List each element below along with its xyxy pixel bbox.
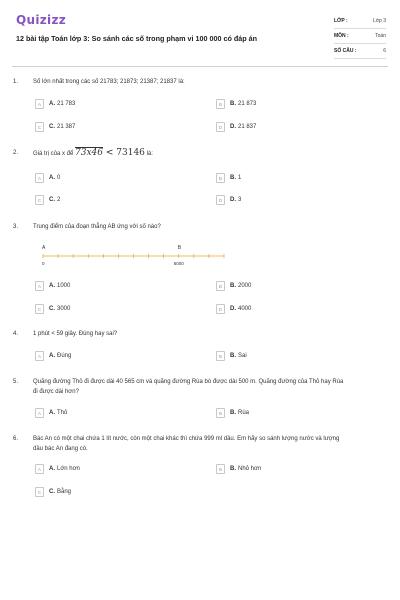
option-b[interactable]: [216, 350, 247, 362]
option-box: A: [35, 281, 44, 291]
number-line-value-a: 0: [42, 261, 45, 266]
option-letter: A.: [49, 353, 55, 359]
question-text: Trung điểm của đoạn thẳng AB ứng với số nào?: [33, 224, 161, 230]
option-letter: B.: [230, 101, 236, 107]
option-b[interactable]: [216, 463, 261, 475]
option-box: C: [35, 487, 44, 497]
option-box: D: [216, 195, 225, 205]
option-letter: C.: [49, 124, 55, 130]
option-letter: B.: [230, 466, 236, 472]
quizizz-logo: Quizizz: [16, 13, 67, 27]
option-b[interactable]: [216, 98, 256, 110]
option-text: 2000: [238, 283, 252, 289]
option-text: Rùa: [238, 410, 250, 416]
option-letter: D.: [230, 124, 236, 130]
option-d[interactable]: [216, 303, 251, 315]
question-number: 4.: [13, 331, 19, 337]
option-letter: B.: [230, 283, 236, 289]
option-letter: B.: [230, 353, 236, 359]
option-letter: C.: [49, 489, 55, 495]
option-text: 1000: [57, 283, 71, 289]
question-text-line: đi được dài hơn?: [33, 389, 79, 395]
math-overlined-number: 73x46: [75, 148, 104, 158]
option-text: 21 387: [57, 124, 76, 130]
question-text: [33, 434, 383, 454]
question-text-after: là:: [144, 151, 153, 157]
option-a[interactable]: [35, 98, 75, 110]
option-text: 21 837: [238, 124, 257, 130]
number-line-label-a: A: [42, 245, 46, 251]
option-text: 21 873: [238, 101, 257, 107]
question-number: 1.: [13, 79, 19, 85]
option-box: D: [216, 304, 225, 314]
option-box: A: [35, 408, 44, 418]
option-a[interactable]: [35, 172, 60, 184]
meta-label: MÔN :: [334, 33, 349, 39]
math-comparison: < 73146: [103, 148, 145, 158]
option-letter: A.: [49, 410, 55, 416]
number-line-figure: [40, 243, 226, 273]
option-a[interactable]: [35, 280, 70, 292]
option-letter: B.: [230, 410, 236, 416]
question-text: [33, 148, 383, 159]
option-d[interactable]: [216, 194, 241, 206]
meta-value: Toán: [375, 33, 386, 39]
option-box: D: [216, 122, 225, 132]
question-text-before: Giá trị của x để: [33, 151, 76, 157]
question-number: 6.: [13, 436, 19, 442]
option-a[interactable]: [35, 350, 71, 362]
question-number: 3.: [13, 224, 19, 230]
option-a[interactable]: [35, 407, 67, 419]
option-box: B: [216, 351, 225, 361]
page-title: 12 bài tập Toán lớp 3: So sánh các số trong phạm vi 100 000 có đáp án: [16, 34, 258, 43]
option-d[interactable]: [216, 121, 256, 133]
option-text: 21 783: [57, 101, 76, 107]
option-box: C: [35, 122, 44, 132]
option-text: 2: [57, 197, 61, 203]
question-text: [33, 377, 383, 397]
option-text: 0: [57, 175, 61, 181]
meta-row-class: [334, 14, 386, 29]
option-letter: B.: [230, 175, 236, 181]
option-letter: C.: [49, 306, 55, 312]
option-box: A: [35, 173, 44, 183]
option-text: Thỏ: [57, 410, 68, 416]
meta-row-subject: [334, 29, 386, 44]
option-text: 4000: [238, 306, 252, 312]
option-letter: D.: [230, 197, 236, 203]
option-box: A: [35, 464, 44, 474]
option-text: Lớn hơn: [57, 466, 80, 472]
option-b[interactable]: [216, 407, 249, 419]
option-c[interactable]: [35, 194, 60, 206]
option-box: C: [35, 195, 44, 205]
option-c[interactable]: [35, 303, 70, 315]
option-b[interactable]: [216, 172, 241, 184]
option-box: A: [35, 99, 44, 109]
option-letter: A.: [49, 101, 55, 107]
option-letter: D.: [230, 306, 236, 312]
option-letter: A.: [49, 175, 55, 181]
option-text: Bằng: [57, 489, 72, 495]
question-text: 1 phút < 59 giây. Đúng hay sai?: [33, 331, 118, 337]
question-text-line: dầu bác An đang có.: [33, 446, 88, 452]
option-b[interactable]: [216, 280, 251, 292]
option-box: A: [35, 351, 44, 361]
question-number: 2.: [13, 150, 19, 156]
meta-value: 6: [383, 48, 386, 54]
number-line-label-b: B: [177, 245, 182, 251]
meta-label: SỐ CÂU :: [334, 48, 357, 54]
option-a[interactable]: [35, 463, 80, 475]
option-letter: A.: [49, 283, 55, 289]
meta-info: [334, 14, 386, 59]
option-text: 1: [238, 175, 242, 181]
option-box: B: [216, 281, 225, 291]
option-letter: A.: [49, 466, 55, 472]
option-box: B: [216, 408, 225, 418]
option-text: Nhỏ hơn: [238, 466, 262, 472]
option-text: 3000: [57, 306, 71, 312]
question-number: 5.: [13, 379, 19, 385]
question-text-line: Bác An có một chai chứa 1 lít nước, còn một chai khác thì chứa 999 ml dầu. Em hãy so sánh lượng nước và lượng: [33, 436, 340, 442]
option-c[interactable]: [35, 121, 75, 133]
number-line-value-b: 6000: [173, 261, 184, 266]
question-text: Số lớn nhất trong các số 21783; 21873; 21387; 21837 là:: [33, 79, 185, 85]
option-box: B: [216, 173, 225, 183]
option-c[interactable]: [35, 486, 71, 498]
meta-row-count: [334, 44, 386, 59]
question-text-line: Quãng đường Thỏ đi được dài 40 565 cm và quãng đường Rùa bò được dài 500 m. Quãng đường của Thỏ hay Rùa: [33, 379, 344, 385]
option-box: C: [35, 304, 44, 314]
option-text: 3: [238, 197, 242, 203]
option-letter: C.: [49, 197, 55, 203]
option-box: B: [216, 464, 225, 474]
option-box: B: [216, 99, 225, 109]
header-divider: [12, 66, 388, 67]
meta-value: Lớp 3: [372, 18, 386, 24]
option-text: Sai: [238, 353, 247, 359]
option-text: Đúng: [57, 353, 72, 359]
meta-label: LỚP :: [334, 18, 348, 24]
